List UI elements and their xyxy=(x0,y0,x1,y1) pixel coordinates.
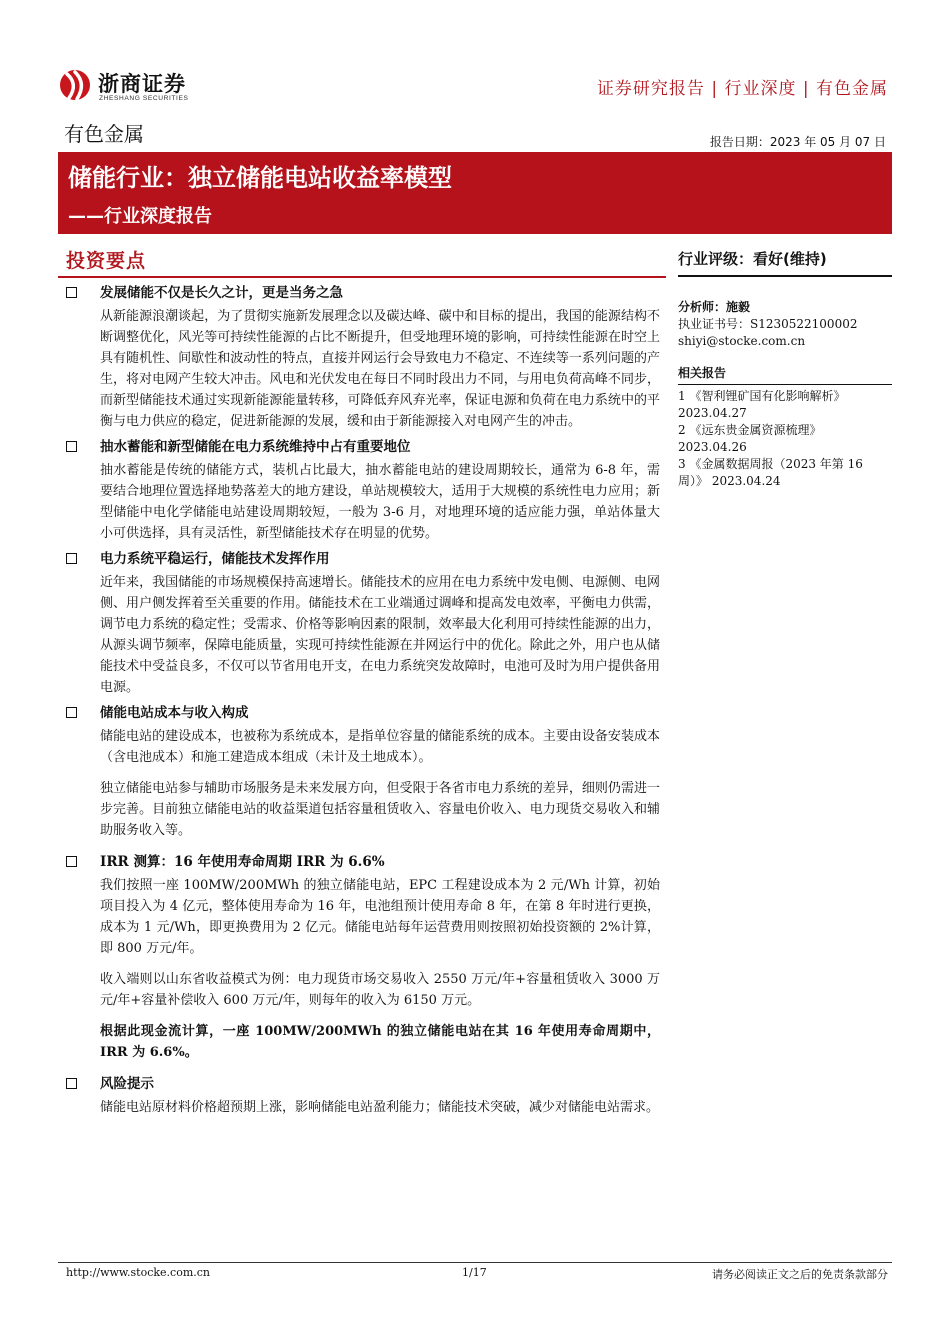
investment-highlights-heading: 投资要点 xyxy=(66,250,147,272)
analyst-name: 施毅 xyxy=(726,300,751,314)
bullet-heading: 抽水蓄能和新型储能在电力系统维持中占有重要地位 xyxy=(66,436,660,460)
bullet-heading: IRR 测算：16 年使用寿命周期 IRR 为 6.6% xyxy=(66,851,660,875)
related-report-item[interactable]: 1 《智利锂矿国有化影响解析》 xyxy=(678,389,846,403)
report-category-tags: 证券研究报告 | 行业深度 | 有色金属 xyxy=(596,79,888,99)
bullet-heading: 电力系统平稳运行，储能技术发挥作用 xyxy=(66,548,660,572)
related-report-item[interactable]: 3 《金属数据周报（2023 年第 16 周）》 2023.04.24 xyxy=(678,457,863,488)
analyst-line xyxy=(678,299,892,316)
checkbox-bullet-icon xyxy=(66,856,77,867)
bullet-heading: 风险提示 xyxy=(66,1073,660,1097)
bullet-paragraph: 我们按照一座 100MW/200MWh 的独立储能电站，EPC 工程建设成本为 2 元/Wh 计算，初始项目投入为 4 亿元，整体使用寿命为 16 年，电池组预计使用寿命 8 年，在第 8 年时进行更换，成本为 1 元/Wh，即更换费用为 2 亿元。储能电站每年运营费用则按照初始投资额的 2%计算，即 800 万元/年。 xyxy=(100,878,660,956)
analyst-info xyxy=(678,299,892,350)
checkbox-bullet-icon xyxy=(66,441,77,452)
section-divider xyxy=(58,276,666,278)
zheshang-logo-icon xyxy=(58,66,92,104)
footer-divider xyxy=(58,1262,892,1263)
brand-name-cn: 浙商证券 xyxy=(98,72,186,96)
bullet-paragraph: 储能电站原材料价格超预期上涨，影响储能电站盈利能力；储能技术突破，减少对储能电站需求。 xyxy=(100,1100,660,1115)
related-reports-list xyxy=(678,388,892,490)
footer-disclaimer: 请务必阅读正文之后的免责条款部分 xyxy=(712,1268,888,1281)
related-report-item[interactable]: 2 《远东贵金属资源梳理》 xyxy=(678,423,822,437)
footer-url[interactable]: http://www.stocke.com.cn xyxy=(66,1266,210,1279)
irr-conclusion: 根据此现金流计算，一座 100MW/200MWh 的独立储能电站在其 16 年使用寿命周期中，IRR 为 6.6%。 xyxy=(100,1024,660,1060)
report-title: 储能行业：独立储能电站收益率模型 xyxy=(68,164,452,192)
bullet-heading: 储能电站成本与收入构成 xyxy=(66,702,660,726)
brand-name-en: ZHESHANG SECURITIES xyxy=(99,95,189,102)
analyst-label: 分析师： xyxy=(678,300,727,314)
related-report-date: 2023.04.26 xyxy=(678,440,747,454)
report-subtitle: ——行业深度报告 xyxy=(68,206,212,227)
license-number: 执业证书号：S1230522100002 xyxy=(678,317,858,331)
related-report-date: 2023.04.27 xyxy=(678,406,747,420)
investment-highlights xyxy=(66,282,660,1118)
analyst-email[interactable]: shiyi@stocke.com.cn xyxy=(678,334,806,348)
industry-rating: 行业评级：看好(维持) xyxy=(678,248,892,277)
company-logo xyxy=(58,66,208,108)
bullet-paragraph: 储能电站的建设成本，也被称为系统成本，是指单位容量的储能系统的成本。主要由设备安装成本（含电池成本）和施工建造成本组成（未计及土地成本）。 xyxy=(100,729,660,765)
sidebar xyxy=(678,248,892,490)
sector-label: 有色金属 xyxy=(64,122,144,146)
title-banner xyxy=(58,152,892,234)
page-number: 1/17 xyxy=(462,1266,487,1279)
bullet-paragraph: 抽水蓄能是传统的储能方式，装机占比最大，抽水蓄能电站的建设周期较长，通常为 6-8 年，需要结合地理位置选择地势落差大的地方建设，单站规模较大，适用于大规模的系统性电力应用；新型储能中电化学储能电站建设周期较短，一般为 3-6 月，对地理环境的适应能力强，单站体量大小可供选择，具有灵活性，新型储能技术存在明显的优势。 xyxy=(100,463,660,541)
bullet-heading: 发展储能不仅是长久之计，更是当务之急 xyxy=(66,282,660,306)
checkbox-bullet-icon xyxy=(66,287,77,298)
checkbox-bullet-icon xyxy=(66,1078,77,1089)
bullet-paragraph: 从新能源浪潮谈起，为了贯彻实施新发展理念以及碳达峰、碳中和目标的提出，我国的能源结构不断调整优化，风光等可持续性能源的占比不断提升，但受地理环境的影响，可持续性能源在时空上具有随机性、间歇性和波动性的特点，直接并网运行会导致电力不稳定、不连续等一系列问题的产生，将对电网产生较大冲击。风电和光伏发电在每日不同时段出力不同，与用电负荷高峰不同步，而新型储能技术通过实现新能源能量转移，可降低弃风弃光率，保证电源和负荷在电力系统中的平衡与电力供应的稳定，促进新能源的发展，缓和由于新能源接入对电网产生的冲击。 xyxy=(100,309,660,429)
bullet-paragraph: 近年来，我国储能的市场规模保持高速增长。储能技术的应用在电力系统中发电侧、电源侧、电网侧、用户侧发挥着至关重要的作用。储能技术在工业端通过调峰和提高发电效率，平衡电力供需，调节电力系统的稳定性；受需求、价格等影响因素的限制，效率最大化利用可持续性能源的出力，从源头调节频率，保障电能质量，实现可持续性能源在并网运行中的优化。除此之外，用户也从储能技术中受益良多，不仅可以节省用电开支，在电力系统突发故障时，电池可及时为用户提供备用电源。 xyxy=(100,575,660,695)
bullet-paragraph: 收入端则以山东省收益模式为例：电力现货市场交易收入 2550 万元/年+容量租赁收入 3000 万元/年+容量补偿收入 600 万元/年，则每年的收入为 6150 万元。 xyxy=(100,972,660,1008)
checkbox-bullet-icon xyxy=(66,553,77,564)
report-date: 报告日期：2023 年 05 月 07 日 xyxy=(709,135,886,149)
checkbox-bullet-icon xyxy=(66,707,77,718)
bullet-paragraph: 独立储能电站参与辅助市场服务是未来发展方向，但受限于各省市电力系统的差异，细则仍需进一步完善。目前独立储能电站的收益渠道包括容量租赁收入、容量电价收入、电力现货交易收入和辅助服务收入等。 xyxy=(100,781,660,838)
related-reports-title: 相关报告 xyxy=(678,364,892,385)
